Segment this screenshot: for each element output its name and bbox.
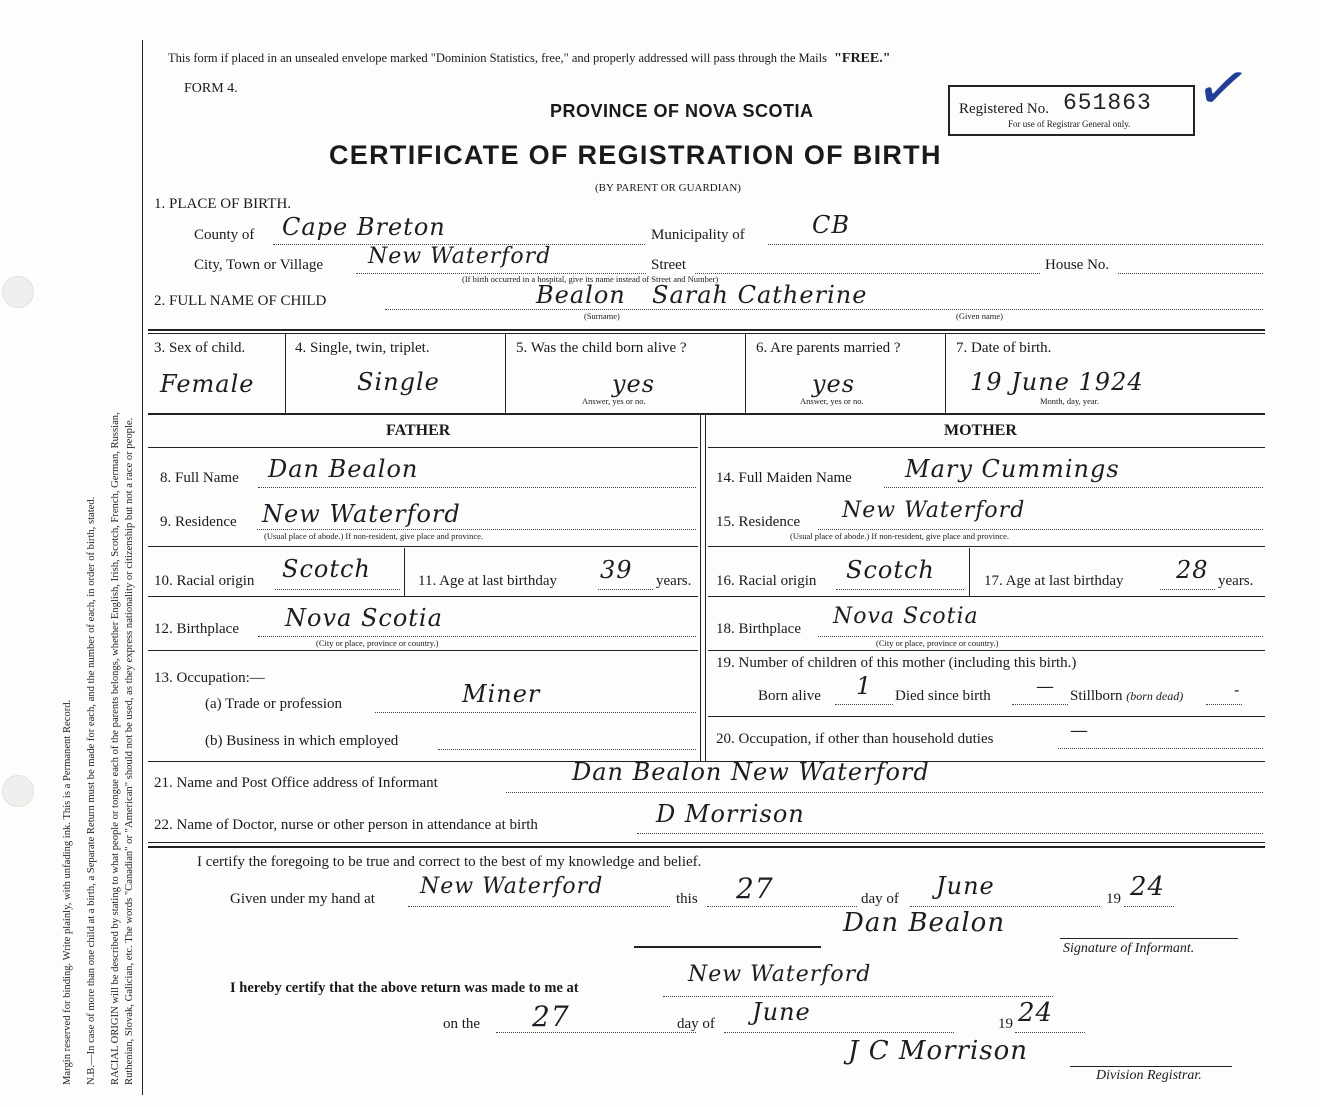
father-residence-note: (Usual place of abode.) If non-resident, give place and province. (264, 531, 484, 541)
father-age: 39 (600, 556, 633, 584)
child-name-label: 2. FULL NAME OF CHILD (154, 293, 327, 309)
registrar-year-prefix: 19 (998, 1016, 1013, 1032)
father-birthplace-note: (City or place, province or country.) (316, 638, 439, 648)
given-month: June (936, 872, 995, 900)
father-racial-label: 10. Racial origin (154, 573, 255, 589)
father-residence-label: 9. Residence (160, 514, 237, 530)
registrar-day-of-label: day of (677, 1016, 715, 1032)
registrar-year-suffix: 24 (1018, 998, 1054, 1028)
province-heading: PROVINCE OF NOVA SCOTIA (550, 101, 814, 121)
father-birthplace: Nova Scotia (285, 604, 443, 632)
registrar-on-the-label: on the (443, 1016, 481, 1032)
died-since-birth-label: Died since birth (895, 688, 991, 704)
informant-signature: Dan Bealon (843, 908, 1006, 938)
margin-rule (142, 40, 143, 1095)
business-label: (b) Business in which employed (205, 733, 399, 749)
county-value: Cape Breton (282, 213, 446, 241)
trade-label: (a) Trade or profession (205, 696, 343, 712)
doctor-value: D Morrison (656, 800, 805, 828)
place-of-birth-heading: 1. PLACE OF BIRTH. (154, 196, 292, 212)
mother-racial-label: 16. Racial origin (716, 573, 817, 589)
given-name-note: (Given name) (956, 311, 1003, 321)
date-of-birth-label: 7. Date of birth. (956, 340, 1052, 356)
doctor-label: 22. Name of Doctor, nurse or other person in attendance at birth (154, 817, 538, 833)
born-alive-label: Born alive (758, 688, 821, 704)
stillborn-label (1070, 688, 1183, 705)
father-trade: Miner (462, 680, 541, 708)
given-year-prefix: 19 (1106, 891, 1121, 907)
mail-notice: This form if placed in an unsealed envelope marked "Dominion Statistics, free," and properly addressed will pass through the Mails "FREE." (168, 51, 891, 66)
father-occupation-label: 13. Occupation:— (154, 670, 265, 686)
married-answer-note: Answer, yes or no. (800, 396, 864, 406)
informant-label: 21. Name and Post Office address of Informant (154, 775, 438, 791)
father-birthplace-label: 12. Birthplace (154, 621, 239, 637)
born-alive-question: 5. Was the child born alive ? (516, 340, 687, 356)
county-label: County of (194, 227, 255, 243)
father-racial-origin: Scotch (282, 555, 371, 583)
registrar-place: New Waterford (688, 962, 872, 987)
mother-racial-origin: Scotch (846, 556, 935, 584)
registered-number: 651863 (1063, 90, 1152, 116)
plurality-label: 4. Single, twin, triplet. (295, 340, 430, 356)
registrar-month: June (752, 998, 811, 1026)
margin-note-racial-words: Ruthenian, Slovak, Galician, etc. The words "Canadian" or "American" should not be used, as they express nationality or citizenship but not a race or people. (124, 417, 135, 1085)
born-alive-count: 1 (856, 672, 873, 700)
margin-note-multiple-births: N.B.—In case of more than one child at a birth, a Separate Return must be made for each, and the number of each, in order of birth, stated. (86, 496, 97, 1085)
form-number: FORM 4. (184, 81, 238, 96)
married-answer: yes (812, 370, 856, 398)
registrar-statement: I hereby certify that the above return was made to me at (230, 980, 579, 996)
hospital-note: (If birth occurred in a hospital, give its name instead of Street and Number) (462, 274, 719, 284)
father-years-label: years. (656, 573, 692, 589)
city-value: New Waterford (368, 244, 552, 269)
registrar-signature: J C Morrison (848, 1036, 1029, 1066)
registration-box (948, 85, 1195, 136)
binding-hole-top (2, 276, 34, 308)
house-no-label: House No. (1045, 257, 1110, 273)
father-age-label: 11. Age at last birthday (418, 573, 557, 589)
father-name: Dan Bealon (268, 455, 419, 483)
margin-note-binding: Margin reserved for binding. Write plainly, with unfading ink. This is a Permanent Record. (62, 699, 73, 1085)
mother-age-label: 17. Age at last birthday (984, 573, 1124, 589)
mother-birthplace: Nova Scotia (833, 604, 979, 629)
father-name-label: 8. Full Name (160, 470, 239, 486)
municipality-label: Municipality of (651, 227, 745, 243)
given-year-suffix: 24 (1130, 872, 1166, 902)
city-label: City, Town or Village (194, 257, 324, 273)
dob-note: Month, day, year. (1040, 396, 1100, 406)
mother-occupation-label: 20. Occupation, if other than household duties (716, 731, 994, 747)
mother-maiden-name: Mary Cummings (905, 455, 1120, 483)
mother-age: 28 (1176, 556, 1209, 584)
registrar-use-note: For use of Registrar General only. (1008, 119, 1131, 129)
informant-signature-label: Signature of Informant. (1063, 941, 1195, 956)
document-subtitle: (BY PARENT OR GUARDIAN) (595, 182, 741, 194)
this-label: this (676, 891, 698, 907)
mother-birthplace-note: (City or place, province or country.) (876, 638, 999, 648)
plurality-value: Single (357, 368, 440, 396)
given-day-of-label: day of (861, 891, 899, 907)
mother-name-label: 14. Full Maiden Name (716, 470, 852, 486)
municipality-value: CB (812, 211, 850, 239)
given-day: 27 (736, 872, 774, 905)
sex-label: 3. Sex of child. (154, 340, 246, 356)
mother-years-label: years. (1218, 573, 1254, 589)
informant-value: Dan Bealon New Waterford (572, 758, 930, 786)
father-heading: FATHER (386, 422, 451, 439)
check-mark-icon: ✓ (1189, 47, 1256, 131)
child-given-name: Sarah Catherine (652, 281, 868, 309)
given-place: New Waterford (420, 874, 604, 899)
mother-residence: New Waterford (842, 498, 1026, 523)
certification-statement: I certify the foregoing to be true and correct to the best of my knowledge and belief. (197, 854, 702, 870)
mother-occupation: — (1070, 720, 1089, 741)
born-alive-answer: yes (612, 370, 656, 398)
binding-hole-bottom (2, 775, 34, 807)
mother-residence-note: (Usual place of abode.) If non-resident, give place and province. (790, 531, 1010, 541)
registrar-day: 27 (532, 1000, 570, 1033)
mother-residence-label: 15. Residence (716, 514, 801, 530)
surname-note: (Surname) (584, 311, 620, 321)
father-residence: New Waterford (262, 500, 461, 528)
street-label: Street (651, 257, 686, 273)
children-count-label: 19. Number of children of this mother (including this birth.) (716, 655, 1077, 671)
mother-birthplace-label: 18. Birthplace (716, 621, 801, 637)
stillborn-text: Stillborn (1070, 688, 1123, 704)
died-since-birth-count: — (1036, 676, 1055, 697)
document-title: CERTIFICATE OF REGISTRATION OF BIRTH (329, 140, 942, 170)
alive-answer-note: Answer, yes or no. (582, 396, 646, 406)
sex-value: Female (160, 370, 255, 398)
stillborn-count: - (1234, 680, 1241, 699)
mother-heading: MOTHER (944, 422, 1017, 439)
margin-note-racial-origin: RACIAL ORIGIN will be described by stating to what people or tongue each of the parents belongs, whether English, Irish, Scotch, French, German, Russian, (110, 412, 121, 1085)
registrar-signature-label: Division Registrar. (1096, 1068, 1202, 1083)
given-under-label: Given under my hand at (230, 891, 375, 907)
married-question: 6. Are parents married ? (756, 340, 901, 356)
date-of-birth-value: 19 June 1924 (970, 368, 1144, 396)
registered-label: Registered No. (959, 101, 1049, 117)
child-surname: Bealon (536, 281, 626, 309)
stillborn-note: (born dead) (1126, 689, 1184, 703)
